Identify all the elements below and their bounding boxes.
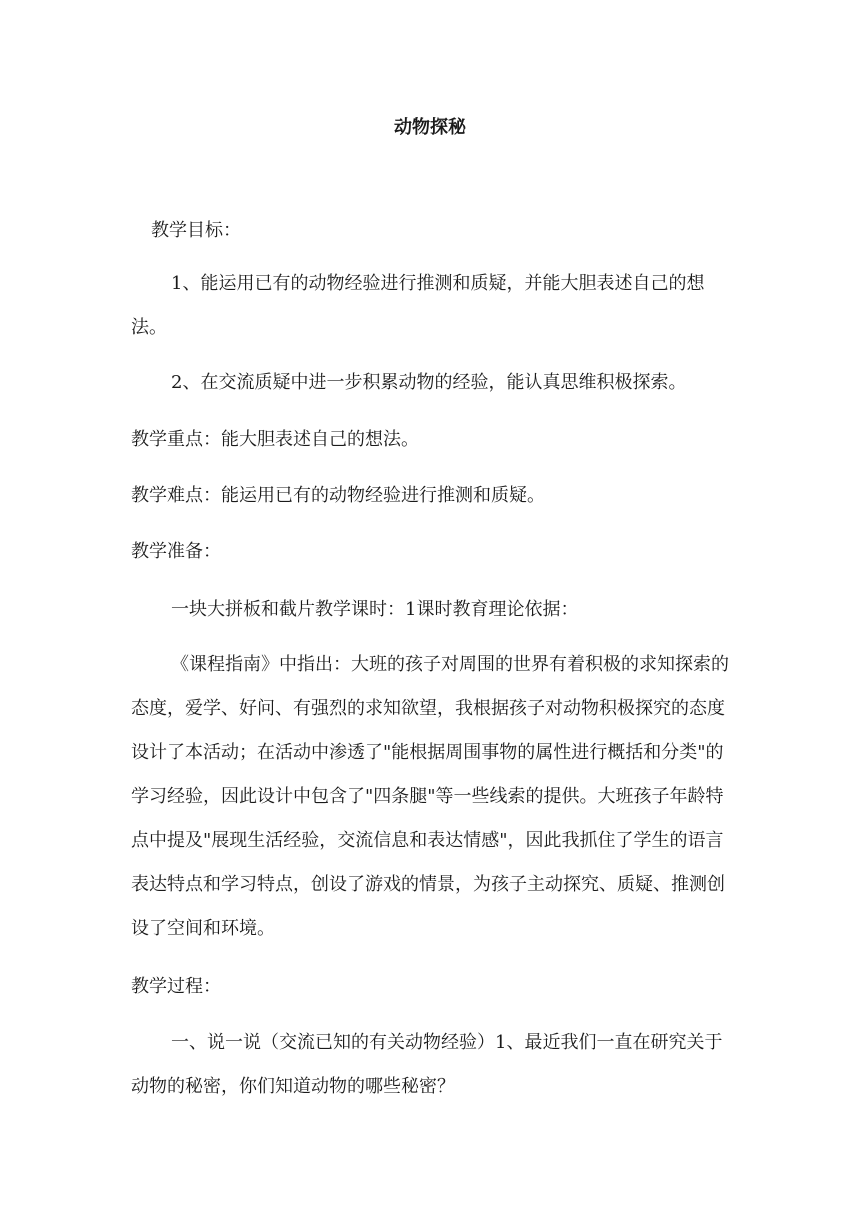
section-heading-preparation: 教学准备： bbox=[131, 541, 221, 562]
objective-1: 1、能运用已有的动物经验进行推测和质疑，并能大胆表述自己的想法。 bbox=[131, 273, 705, 338]
preparation-materials: 一块大拼板和截片教学课时：1课时教育理论依据： bbox=[171, 599, 579, 620]
objective-2: 2、在交流质疑中进一步积累动物的经验，能认真思维积极探索。 bbox=[171, 372, 687, 393]
section-heading-objectives: 教学目标： bbox=[151, 220, 241, 241]
theory-basis-paragraph: 《课程指南》中指出：大班的孩子对周围的世界有着积极的求知探索的态度，爱学、好问、有强烈的求知欲望，我根据孩子对动物积极探究的态度设计了本活动；在活动中渗透了"能根据周围事物的属性进行概括和分类"的学习经验，因此设计中包含了"四条腿"等一些线索的提供。大班孩子年龄特点中提及"展现生活经验，交流信息和表达情感"，因此我抓住了学生的语言表达特点和学习特点，创设了游戏的情景，为孩子主动探究、质疑、推测创设了空间和环境。 bbox=[131, 654, 729, 939]
process-step-1: 一、说一说（交流已知的有关动物经验）1、最近我们一直在研究关于动物的秘密，你们知道动物的哪些秘密？ bbox=[131, 1032, 723, 1097]
section-heading-process: 教学过程： bbox=[131, 976, 221, 997]
teaching-focus: 教学重点：能大胆表述自己的想法。 bbox=[131, 429, 419, 450]
document-title: 动物探秘 bbox=[394, 117, 466, 138]
teaching-difficulty: 教学难点：能运用已有的动物经验进行推测和质疑。 bbox=[131, 485, 545, 506]
